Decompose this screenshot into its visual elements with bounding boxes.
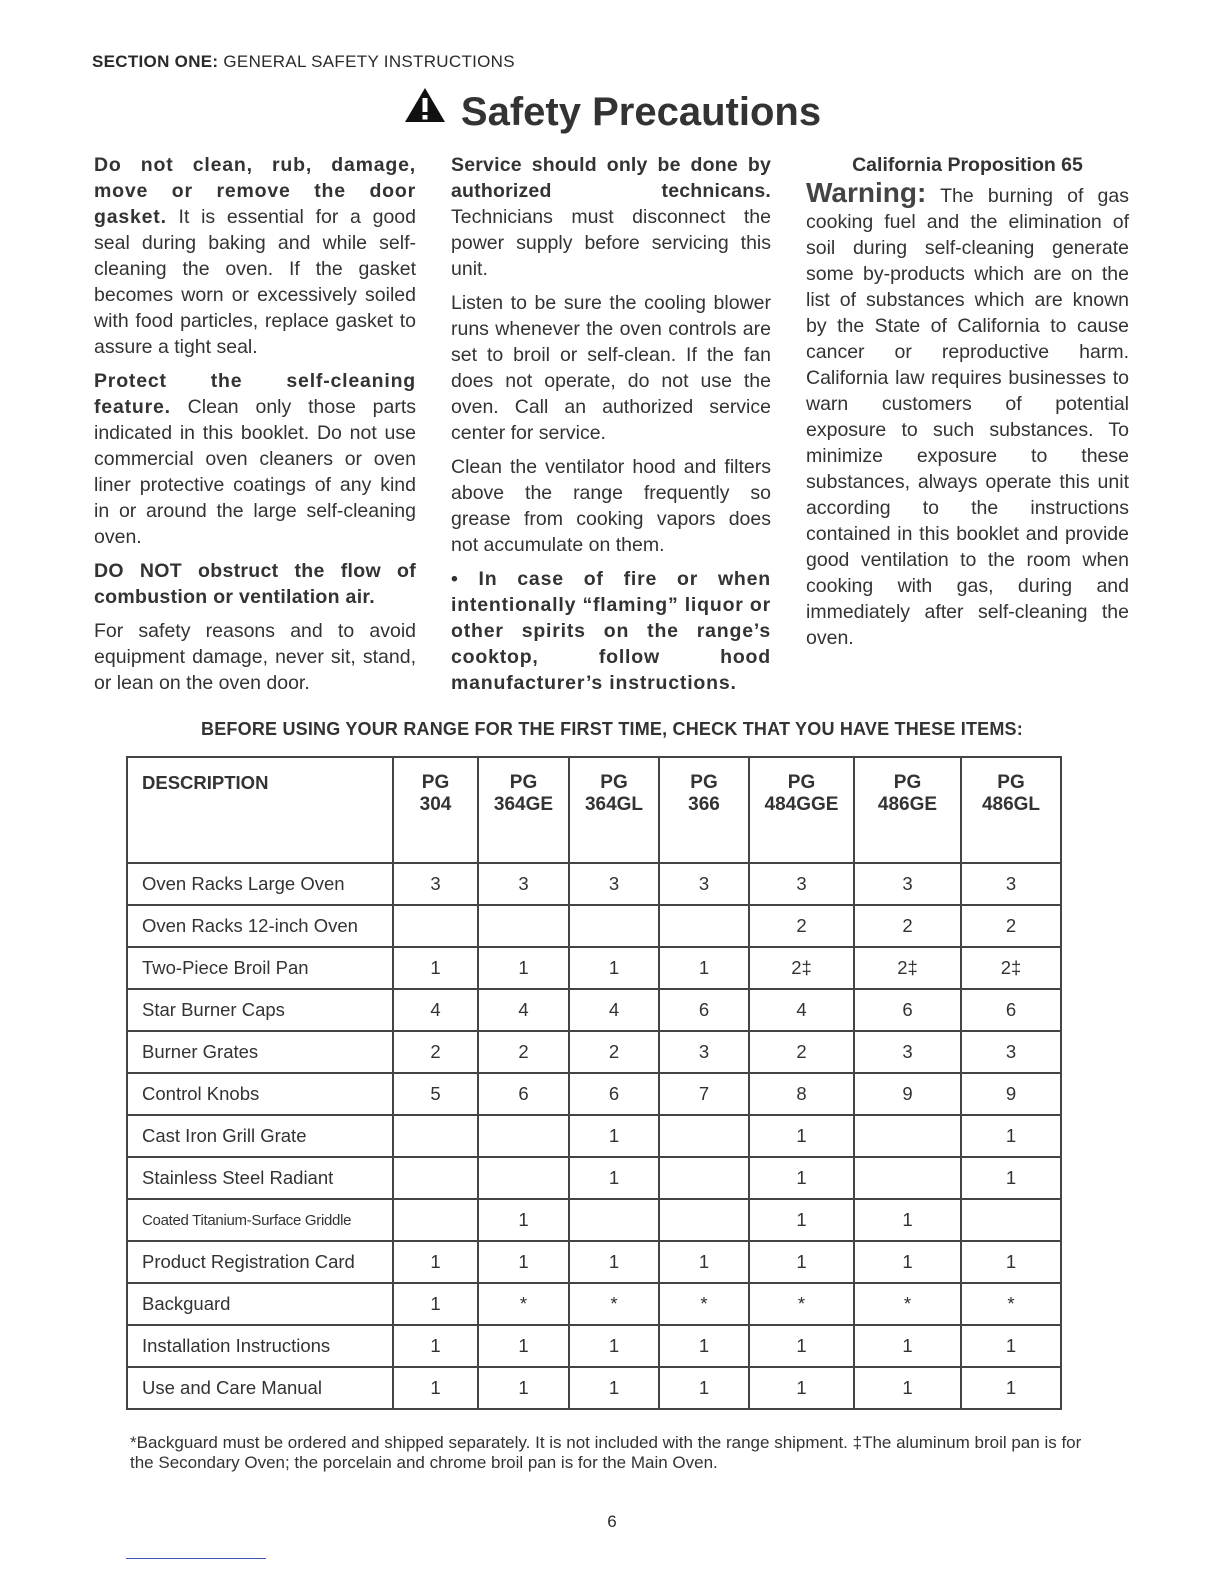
- item-description: Use and Care Manual: [127, 1367, 393, 1409]
- item-quantity: [569, 905, 659, 947]
- item-quantity: *: [478, 1283, 569, 1325]
- item-quantity: 3: [569, 863, 659, 905]
- item-quantity: 1: [854, 1325, 961, 1367]
- item-description: Control Knobs: [127, 1073, 393, 1115]
- item-quantity: 2‡: [961, 947, 1061, 989]
- item-quantity: 1: [393, 1367, 478, 1409]
- item-quantity: 6: [478, 1073, 569, 1115]
- item-description: Backguard: [127, 1283, 393, 1325]
- item-quantity: 1: [478, 1367, 569, 1409]
- item-quantity: 7: [659, 1073, 749, 1115]
- item-quantity: 1: [393, 1325, 478, 1367]
- service-text: Technicians must disconnect the power supply before servicing this unit.: [451, 206, 771, 280]
- page-title: [0, 90, 1224, 135]
- oven-door-paragraph: For safety reasons and to avoid equipment damage, never sit, stand, or lean on the oven door.: [94, 620, 416, 694]
- item-quantity: 1: [961, 1367, 1061, 1409]
- self-cleaning-paragraph: [94, 368, 416, 550]
- item-quantity: [478, 905, 569, 947]
- item-quantity: 1: [659, 1325, 749, 1367]
- table-row: [127, 1115, 1061, 1157]
- item-quantity: 1: [749, 1241, 854, 1283]
- item-quantity: *: [854, 1283, 961, 1325]
- cooling-blower-paragraph: Listen to be sure the cooling blower runs whenever the oven controls are set to broil or self-clean. If the fan does not operate, do not use the oven. Call an authorized service center for service.: [451, 292, 771, 444]
- self-cleaning-heading: Protect the self-cleaning feature.: [94, 370, 416, 418]
- table-row: [127, 1073, 1061, 1115]
- item-quantity: 1: [569, 1115, 659, 1157]
- section-label: SECTION ONE:: [92, 52, 219, 71]
- table-row: [127, 1241, 1061, 1283]
- item-quantity: 1: [749, 1367, 854, 1409]
- proposition-65-paragraph: [806, 177, 1129, 651]
- item-quantity: 3: [749, 863, 854, 905]
- item-description: Installation Instructions: [127, 1325, 393, 1367]
- title-text: Safety Precautions: [460, 90, 822, 134]
- table-row: [127, 863, 1061, 905]
- item-quantity: 1: [393, 1241, 478, 1283]
- item-quantity: 3: [393, 863, 478, 905]
- model-header: PG 364GE: [478, 757, 569, 863]
- item-quantity: [659, 1199, 749, 1241]
- item-quantity: 1: [569, 1325, 659, 1367]
- item-quantity: 6: [659, 989, 749, 1031]
- item-quantity: 3: [478, 863, 569, 905]
- item-quantity: [393, 1157, 478, 1199]
- item-quantity: [659, 1115, 749, 1157]
- item-quantity: 1: [569, 1157, 659, 1199]
- item-quantity: [961, 1199, 1061, 1241]
- item-quantity: 2: [854, 905, 961, 947]
- item-quantity: 9: [961, 1073, 1061, 1115]
- checklist-heading: BEFORE USING YOUR RANGE FOR THE FIRST TIME, CHECK THAT YOU HAVE THESE ITEMS:: [201, 719, 1023, 739]
- item-quantity: 3: [659, 1031, 749, 1073]
- item-quantity: 1: [961, 1115, 1061, 1157]
- item-quantity: [854, 1157, 961, 1199]
- item-quantity: 1: [393, 947, 478, 989]
- item-quantity: 8: [749, 1073, 854, 1115]
- item-quantity: [569, 1199, 659, 1241]
- item-quantity: 2‡: [854, 947, 961, 989]
- item-quantity: *: [749, 1283, 854, 1325]
- airflow-warning: DO NOT obstruct the flow of combustion or ventilation air.: [94, 560, 416, 608]
- item-quantity: *: [569, 1283, 659, 1325]
- item-quantity: 1: [854, 1199, 961, 1241]
- item-quantity: 3: [854, 1031, 961, 1073]
- item-description: Product Registration Card: [127, 1241, 393, 1283]
- service-heading: Service should only be done by authorized technicans.: [451, 154, 771, 202]
- item-quantity: 1: [393, 1283, 478, 1325]
- table-row: [127, 1325, 1061, 1367]
- item-quantity: 1: [854, 1241, 961, 1283]
- item-quantity: 1: [478, 1241, 569, 1283]
- item-quantity: [393, 1115, 478, 1157]
- door-gasket-heading: Do not clean, rub, damage, move or remove the door gasket.: [94, 154, 416, 228]
- door-gasket-text: It is essential for a good seal during baking and while self-cleaning the oven. If the gasket becomes worn or excessively soiled with food particles, replace gasket to assure a tight seal.: [94, 206, 416, 358]
- table-row: [127, 1199, 1061, 1241]
- footer-rule: [126, 1558, 266, 1559]
- section-name: GENERAL SAFETY INSTRUCTIONS: [218, 52, 515, 71]
- item-quantity: 1: [659, 1367, 749, 1409]
- model-header: PG 484GGE: [749, 757, 854, 863]
- model-header: PG 364GL: [569, 757, 659, 863]
- item-quantity: 1: [478, 947, 569, 989]
- self-cleaning-text: Clean only those parts indicated in this booklet. Do not use commercial oven cleaners or oven liner protective coatings of any kind in or around the large self-cleaning oven.: [94, 396, 416, 548]
- description-header: DESCRIPTION: [127, 757, 393, 863]
- item-quantity: 5: [393, 1073, 478, 1115]
- item-quantity: 3: [961, 863, 1061, 905]
- item-quantity: [854, 1115, 961, 1157]
- item-quantity: [478, 1115, 569, 1157]
- item-quantity: 9: [854, 1073, 961, 1115]
- fire-warning: • In case of fire or when intentionally “flaming” liquor or other spirits on the range’s cooktop, follow hood manufacturer’s instructions.: [451, 568, 771, 694]
- item-quantity: 4: [749, 989, 854, 1031]
- item-quantity: 2‡: [749, 947, 854, 989]
- item-description: Two-Piece Broil Pan: [127, 947, 393, 989]
- item-quantity: [659, 905, 749, 947]
- item-quantity: 1: [961, 1325, 1061, 1367]
- item-description: Oven Racks Large Oven: [127, 863, 393, 905]
- model-header: PG 366: [659, 757, 749, 863]
- item-quantity: 2: [478, 1031, 569, 1073]
- item-quantity: 1: [478, 1199, 569, 1241]
- item-quantity: 1: [961, 1157, 1061, 1199]
- item-quantity: [393, 1199, 478, 1241]
- item-quantity: 2: [393, 1031, 478, 1073]
- warning-word: Warning:: [806, 177, 927, 208]
- items-table: [126, 756, 1062, 1410]
- table-row: [127, 905, 1061, 947]
- item-quantity: *: [961, 1283, 1061, 1325]
- ventilator-hood-paragraph: Clean the ventilator hood and filters above the range frequently so grease from cooking vapors does not accumulate on them.: [451, 456, 771, 556]
- item-quantity: [659, 1157, 749, 1199]
- item-quantity: 4: [393, 989, 478, 1031]
- item-description: Cast Iron Grill Grate: [127, 1115, 393, 1157]
- model-header: PG 486GL: [961, 757, 1061, 863]
- model-header: PG 486GE: [854, 757, 961, 863]
- item-quantity: 1: [659, 947, 749, 989]
- item-quantity: 1: [569, 1241, 659, 1283]
- table-row: [127, 1367, 1061, 1409]
- section-header: [92, 52, 515, 72]
- service-paragraph: [451, 152, 771, 282]
- item-quantity: 1: [749, 1115, 854, 1157]
- item-quantity: 4: [569, 989, 659, 1031]
- item-quantity: 1: [749, 1325, 854, 1367]
- item-quantity: 1: [569, 1367, 659, 1409]
- warning-text: The burning of gas cooking fuel and the elimination of soil during self-cleaning generate some by-products which are on the list of substances which are known by the State of California to cause cancer or reproductive harm. California law requires businesses to warn customers of potential exposure to such substances. To minimize exposure to these substances, always operate this unit according to the instructions contained in this booklet and provide good ventilation to the room when cooking with gas, during and immediately after self-cleaning the oven.: [806, 185, 1129, 649]
- table-row: [127, 1031, 1061, 1073]
- item-quantity: 6: [854, 989, 961, 1031]
- item-quantity: 2: [749, 1031, 854, 1073]
- table-row: [127, 1157, 1061, 1199]
- item-quantity: 1: [961, 1241, 1061, 1283]
- item-quantity: 2: [749, 905, 854, 947]
- model-header: PG 304: [393, 757, 478, 863]
- item-quantity: 1: [569, 947, 659, 989]
- item-quantity: 3: [659, 863, 749, 905]
- page-number: 6: [607, 1512, 617, 1531]
- item-quantity: 1: [749, 1157, 854, 1199]
- item-quantity: 6: [961, 989, 1061, 1031]
- item-quantity: 1: [854, 1367, 961, 1409]
- safety-column-1: [94, 152, 416, 704]
- item-quantity: *: [659, 1283, 749, 1325]
- item-quantity: 1: [478, 1325, 569, 1367]
- warning-triangle-icon: [403, 86, 447, 134]
- item-quantity: 4: [478, 989, 569, 1031]
- table-row: [127, 947, 1061, 989]
- item-description: Oven Racks 12-inch Oven: [127, 905, 393, 947]
- item-quantity: 1: [659, 1241, 749, 1283]
- item-quantity: 2: [961, 905, 1061, 947]
- proposition-65-title: California Proposition 65: [852, 154, 1083, 176]
- item-quantity: [478, 1157, 569, 1199]
- safety-column-3: [806, 152, 1129, 659]
- item-quantity: 1: [749, 1199, 854, 1241]
- door-gasket-paragraph: [94, 152, 416, 360]
- item-quantity: [393, 905, 478, 947]
- table-row: [127, 1283, 1061, 1325]
- item-description: Star Burner Caps: [127, 989, 393, 1031]
- item-quantity: 3: [854, 863, 961, 905]
- safety-column-2: [451, 152, 771, 704]
- footnote: *Backguard must be ordered and shipped separately. It is not included with the range shipment. ‡The aluminum broil pan is for the Secondary Oven; the porcelain and chrome broil pan is for the Main Oven.: [130, 1433, 1082, 1472]
- item-description: Burner Grates: [127, 1031, 393, 1073]
- table-header-row: [127, 757, 1061, 863]
- item-quantity: 3: [961, 1031, 1061, 1073]
- item-description: Stainless Steel Radiant: [127, 1157, 393, 1199]
- item-description: Coated Titanium-Surface Griddle: [127, 1199, 393, 1241]
- item-quantity: 2: [569, 1031, 659, 1073]
- item-quantity: 6: [569, 1073, 659, 1115]
- table-row: [127, 989, 1061, 1031]
